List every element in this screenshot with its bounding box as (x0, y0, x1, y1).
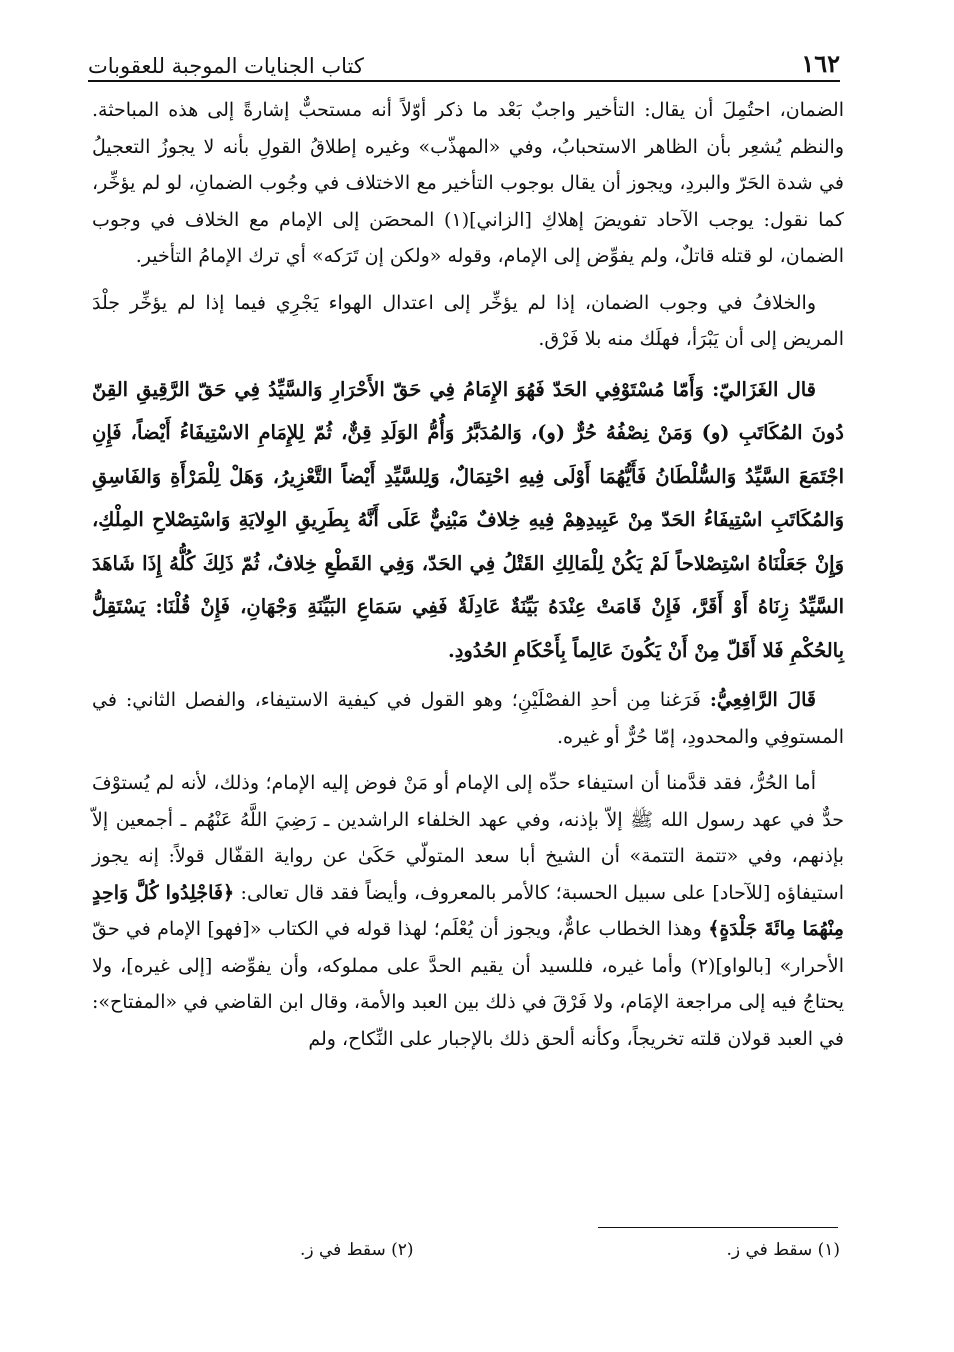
header-divider (88, 80, 840, 82)
page-number: ١٦٢ (801, 49, 840, 78)
ghazali-quote (92, 368, 844, 673)
footnote-1: (١) سقط في ز. (726, 1240, 840, 1260)
running-title: كتاب الجنايات الموجبة للعقوبات (88, 54, 364, 78)
paragraph-hurr (92, 765, 844, 1057)
footnote-2: (٢) سقط في ز. (300, 1240, 414, 1260)
paragraph-damman: الضمان، احتُمِلَ أن يقال: التأخير واجبٌ بَعْد ما ذكر أوّلاً أنه مستحبٌّ إشارةً إلى هذه المباحثة. والنظم يُشعِر بأن الظاهر الاستحبابُ، وفي «المهذّب» وغيره إطلاقُ القولِ بأنه لا يجوزُ التعجيلُ في شدة الحَرّ والبردِ، ويجوز أن يقال بوجوب التأخير مع الاختلاف في وجُوب الضمانِ، لو لم يؤخِّر، كما نقول: يوجب الآحاد تفويضَ إهلاكِ [الزاني](١) المحصَن إلى الإمام مع الخلاف في وجوب الضمان، لو قتله قاتلٌ، ولم يفوِّض إلى الإمام، وقوله «ولكن إن تَرَكه» أي ترك الإمامُ التأخير. (92, 99, 844, 267)
ghazali-text: وَأَمّا مُسْتَوْفِي الحَدّ فَهُوَ الإِمَامُ فِي حَقّ الأَحْرَارِ وَالسَّيِّدُ فِي حَقّ الرَّقِيقِ القِنّ دُونَ المُكَاتَبِ (و) وَمَنْ نِصْفُهُ حُرٌّ (و)، وَالمُدَبَّرُ وَأُمُّ الوَلَدِ قِنٌّ، ثُمّ لِلإِمَامِ الاسْتِيفَاءُ أَيْضاً، فَإِنِ اجْتَمَعَ السَّيِّدُ وَالسُّلْطَانُ فَأَيُّهُمَا أَوْلَى فِيهِ احْتِمَالٌ، وَلِلسَّيِّدِ أَيْضاً التَّعْزِيرُ، وَهَلْ لِلْمَرْأَةِ وَالفَاسِقِ وَالمُكَاتَبِ اسْتِيفَاءُ الحَدّ مِنْ عَبِيدِهِمْ فِيهِ خِلافٌ مَبْنِيٌّ عَلَى أَنَّهُ بِطَرِيقِ الوِلايَةِ وَاسْتِصْلاحِ المِلْكِ، وَإِنْ جَعَلْنَاهُ اسْتِصْلاحاً لَمْ يَكُنْ لِلْمَالِكِ القَتْلُ فِي الحَدّ، وَفِي القَطْعِ خِلافٌ، ثُمّ ذَلِكَ كُلُّهُ إِذَا شَاهَدَ السَّيِّدُ زِنَاهُ أَوْ أَقَرَّ، فَإِنْ قَامَتْ عِنْدَهُ بَيِّنَةٌ عَادِلَةٌ فَفِي سَمَاعِ البَيِّنَةِ وَجْهَانِ، فَإِنْ قُلْنَا: يَسْتَقِلُّ بِالحُكْمِ فَلا أَقَلّ مِنْ أَنْ يَكُونَ عَالِماً بِأَحْكَامِ الحُدُودِ. (92, 377, 844, 662)
ghazali-speaker: قال الغَزَاليّ: (712, 377, 816, 401)
footnote-divider (598, 1227, 838, 1228)
quran-verse: ﴿فَاجْلِدُوا كُلَّ وَاحِدٍ مِنْهُمَا مِائَةَ جَلْدَةٍ﴾ (92, 881, 844, 940)
footnotes (300, 1240, 840, 1260)
rafii-text: فَرَغنا مِن أحدِ الفصْلَيْنِ؛ وهو القول في كيفية الاستيفاء، والفصل الثاني: في المستوفِي والمحدودِ، إمّا حُرٌّ أو غيره. (92, 689, 844, 748)
main-text (92, 92, 844, 1067)
paragraph-khilaf: والخلافُ في وجوب الضمان، إذا لم يؤخِّر إلى اعتدال الهواء يَجْرِي فيما إذا لم يؤخِّر جلْدَ المريض إلى أن يَبْرَأ، فهلَك منه بلا فَرْق. (92, 291, 844, 350)
rafii-speaker: قَالَ الرَّافِعِيُّ: (709, 689, 816, 711)
paragraph-hurr-part1: أما الحُرُّ، فقد قدَّمنا أن استيفاء حدِّه إلى الإمام أو مَنْ فوض إليه الإمام؛ وذلك، لأنه لم يُستوْفَ حدٌّ في عهد رسول الله ﷺ إلاّ بإذنه، وفي عهد الخلفاء الراشدين ـ رَضِيَ اللَّهُ عَنْهُم ـ أجمعين إلاّ بإذنهم، وفي «تتمة التتمة» أن الشيخ أبا سعد المتولّي حَكَىٰ عن رواية القفّال قولاً: إنه يجوز استيفاؤه [للآحاد] على سبيل الحسبة؛ كالأمر بالمعروف، وأيضاً فقد قال تعالى: (92, 772, 844, 904)
page-header (88, 38, 840, 78)
rafii-commentary (92, 682, 844, 755)
paragraph-hurr-part2: وهذا الخطاب عامٌّ، ويجوز أن يُعْلَم؛ لهذا قوله في الكتاب «[فهو] الإمام في حقّ الأحرار» [بالواو](٢) وأما غيره، فللسيد أن يقيم الحدَّ على مملوكه، وأن يفوِّضه [إلى غيره]، ولا يحتاجُ فيه إلى مراجعة الإمَام، ولا فَرْقَ في ذلك بين العبد والأمة، وقال ابن القاضي في «المفتاح»: في العبد قولان قلته تخريجاً، وكأنه ألحق ذلك بالإجبار على النِّكاح، ولم (92, 918, 844, 1050)
